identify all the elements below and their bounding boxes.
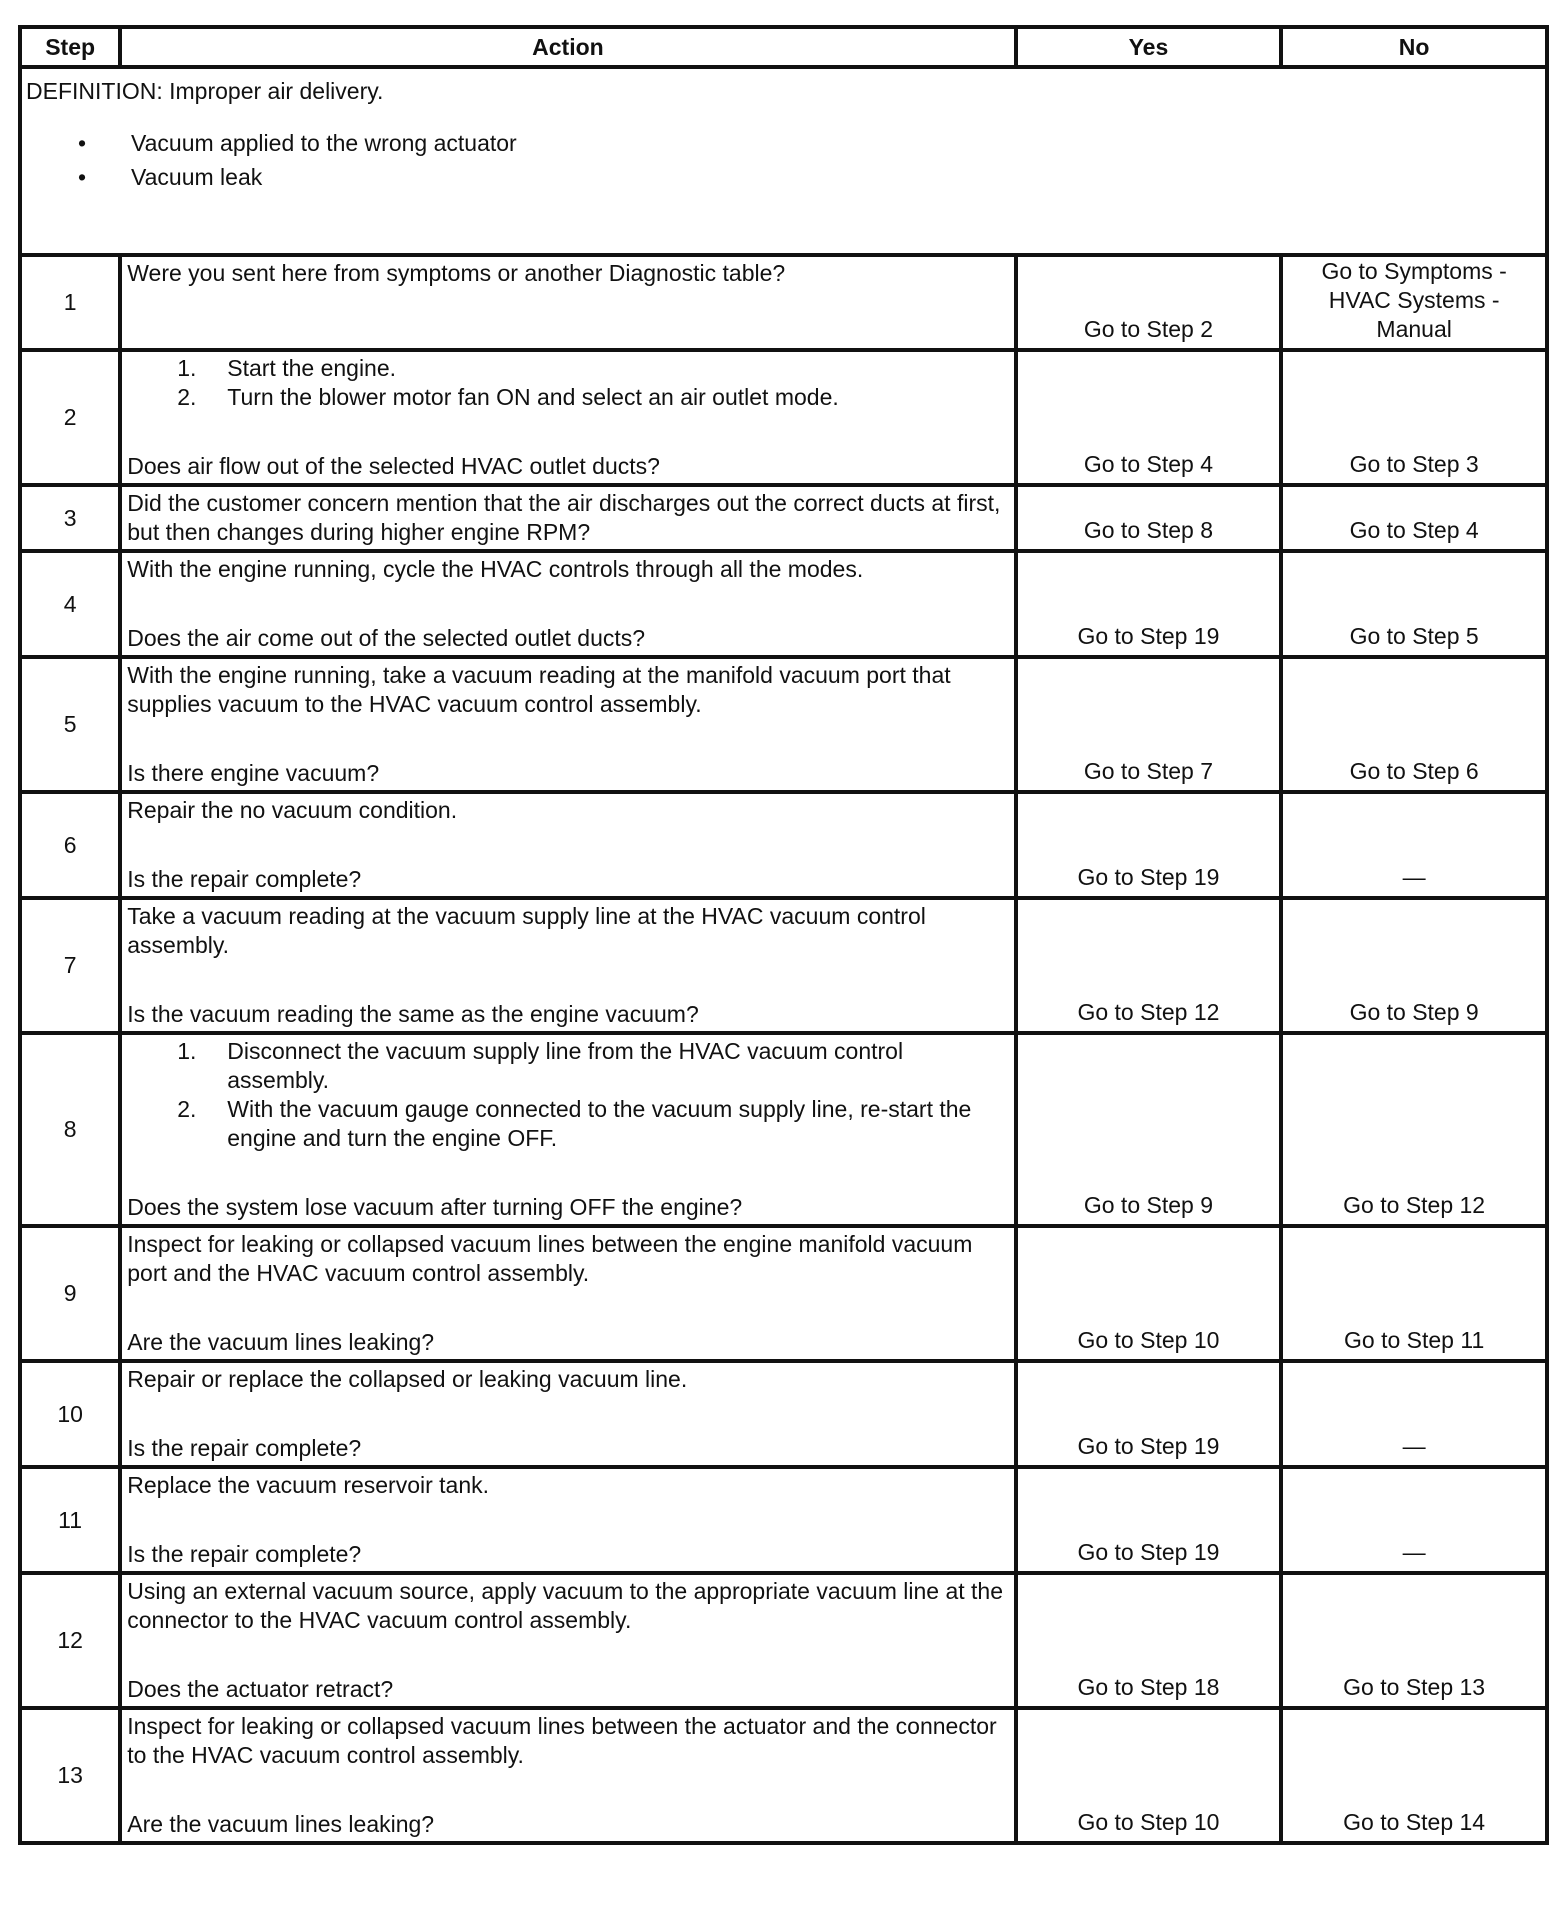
no-result: Go to Step 5 — [1281, 551, 1547, 657]
spacer — [127, 1500, 1009, 1540]
action-text: Take a vacuum reading at the vacuum supply line at the HVAC vacuum control assembly. — [127, 903, 926, 958]
header-row — [20, 27, 1547, 67]
no-result: Go to Step 9 — [1281, 898, 1547, 1033]
substep-text: Start the engine. — [227, 355, 397, 381]
table-row — [20, 1361, 1547, 1467]
step-number: 9 — [20, 1226, 120, 1361]
step-number: 11 — [20, 1467, 120, 1573]
action-text: Repair the no vacuum condition. — [127, 797, 458, 823]
spacer — [127, 584, 1009, 624]
no-result: — — [1281, 792, 1547, 898]
header-step: Step — [20, 27, 120, 67]
action-text: Inspect for leaking or collapsed vacuum lines between the actuator and the connector to the HVAC vacuum control assembly. — [127, 1713, 997, 1768]
bullet-icon: • — [78, 164, 87, 190]
table-row — [20, 551, 1547, 657]
action-text: Inspect for leaking or collapsed vacuum lines between the engine manifold vacuum port and the HVAC vacuum control assembly. — [127, 1231, 973, 1286]
action-text: With the engine running, take a vacuum reading at the manifold vacuum port that supplies vacuum to the HVAC vacuum control assembly. — [127, 662, 951, 717]
question-text: Does the air come out of the selected outlet ducts? — [127, 625, 646, 651]
question-text: Are the vacuum lines leaking? — [127, 1811, 435, 1837]
question-text: Does air flow out of the selected HVAC outlet ducts? — [127, 453, 660, 479]
spacer — [127, 412, 1009, 452]
definition-row — [20, 67, 1547, 255]
substep-number: 2. — [177, 384, 197, 410]
action-cell — [120, 1708, 1015, 1843]
table-row — [20, 1573, 1547, 1708]
yes-result: Go to Step 19 — [1016, 551, 1282, 657]
step-number: 5 — [20, 657, 120, 792]
no-result: Go to Step 6 — [1281, 657, 1547, 792]
no-result: Go to Symptoms - HVAC Systems - Manual — [1281, 255, 1547, 350]
action-cell — [120, 1573, 1015, 1708]
no-result: Go to Step 4 — [1281, 485, 1547, 551]
question-text: Are the vacuum lines leaking? — [127, 1329, 435, 1355]
table-row — [20, 1708, 1547, 1843]
yes-result: Go to Step 9 — [1016, 1033, 1282, 1226]
table-row — [20, 350, 1547, 485]
bullet-icon: • — [78, 130, 87, 156]
action-cell — [120, 792, 1015, 898]
definition-cell — [20, 67, 1547, 255]
action-text: Repair or replace the collapsed or leaking vacuum line. — [127, 1366, 688, 1392]
action-cell — [120, 255, 1015, 350]
action-text: With the engine running, cycle the HVAC controls through all the modes. — [127, 556, 864, 582]
yes-result: Go to Step 19 — [1016, 792, 1282, 898]
step-number: 8 — [20, 1033, 120, 1226]
substep-text: With the vacuum gauge connected to the vacuum supply line, re-start the engine and turn the engine OFF. — [227, 1096, 972, 1151]
definition-bullet-text: Vacuum leak — [131, 164, 263, 190]
spacer — [127, 1770, 1009, 1810]
diagnostic-table — [18, 25, 1549, 1845]
no-result: Go to Step 3 — [1281, 350, 1547, 485]
action-cell — [120, 898, 1015, 1033]
action-cell — [120, 551, 1015, 657]
header-yes: Yes — [1016, 27, 1282, 67]
table-row — [20, 1033, 1547, 1226]
question-text: Does the actuator retract? — [127, 1676, 394, 1702]
table-row — [20, 1467, 1547, 1573]
action-text: Using an external vacuum source, apply vacuum to the appropriate vacuum line at the connector to the HVAC vacuum control assembly. — [127, 1578, 1004, 1633]
spacer — [127, 1635, 1009, 1675]
substep-number: 1. — [177, 1038, 197, 1064]
question-text: Does the system lose vacuum after turning OFF the engine? — [127, 1194, 743, 1220]
step-number: 12 — [20, 1573, 120, 1708]
substep-text: Turn the blower motor fan ON and select an air outlet mode. — [227, 384, 839, 410]
action-cell — [120, 1226, 1015, 1361]
definition-list — [26, 129, 1541, 197]
action-cell — [120, 1033, 1015, 1226]
action-cell — [120, 485, 1015, 551]
substep-item — [127, 1037, 1009, 1095]
yes-result: Go to Step 7 — [1016, 657, 1282, 792]
substep-number: 2. — [177, 1096, 197, 1122]
step-number: 13 — [20, 1708, 120, 1843]
yes-result: Go to Step 10 — [1016, 1226, 1282, 1361]
substep-number: 1. — [177, 355, 197, 381]
substep-text: Disconnect the vacuum supply line from the HVAC vacuum control assembly. — [227, 1038, 904, 1093]
yes-result: Go to Step 4 — [1016, 350, 1282, 485]
action-cell — [120, 1467, 1015, 1573]
question-text: Is the repair complete? — [127, 1541, 362, 1567]
question-text: Is the vacuum reading the same as the engine vacuum? — [127, 1001, 699, 1027]
table-row — [20, 792, 1547, 898]
action-text: Replace the vacuum reservoir tank. — [127, 1472, 490, 1498]
yes-result: Go to Step 8 — [1016, 485, 1282, 551]
no-result: Go to Step 14 — [1281, 1708, 1547, 1843]
step-number: 10 — [20, 1361, 120, 1467]
step-number: 2 — [20, 350, 120, 485]
definition-text: DEFINITION: Improper air delivery. — [26, 78, 384, 104]
table-row — [20, 1226, 1547, 1361]
step-number: 3 — [20, 485, 120, 551]
step-number: 4 — [20, 551, 120, 657]
substep-item — [127, 383, 1009, 412]
spacer — [127, 1288, 1009, 1328]
no-result: Go to Step 12 — [1281, 1033, 1547, 1226]
spacer — [127, 1394, 1009, 1434]
yes-result: Go to Step 18 — [1016, 1573, 1282, 1708]
question-text: Is there engine vacuum? — [127, 760, 380, 786]
step-number: 1 — [20, 255, 120, 350]
spacer — [127, 960, 1009, 1000]
spacer — [127, 719, 1009, 759]
table-row — [20, 898, 1547, 1033]
table-row — [20, 485, 1547, 551]
action-cell — [120, 350, 1015, 485]
substep-list — [127, 1037, 1009, 1153]
action-cell — [120, 1361, 1015, 1467]
header-no: No — [1281, 27, 1547, 67]
definition-bullet-text: Vacuum applied to the wrong actuator — [131, 130, 517, 156]
header-action: Action — [120, 27, 1015, 67]
question-text: Is the repair complete? — [127, 1435, 362, 1461]
substep-item — [127, 1095, 1009, 1153]
yes-result: Go to Step 19 — [1016, 1467, 1282, 1573]
no-result: — — [1281, 1361, 1547, 1467]
spacer — [127, 1153, 1009, 1193]
yes-result: Go to Step 19 — [1016, 1361, 1282, 1467]
definition-bullet-item — [26, 129, 1541, 163]
substep-item — [127, 354, 1009, 383]
yes-result: Go to Step 10 — [1016, 1708, 1282, 1843]
no-result: Go to Step 11 — [1281, 1226, 1547, 1361]
yes-result: Go to Step 2 — [1016, 255, 1282, 350]
no-result: — — [1281, 1467, 1547, 1573]
step-number: 7 — [20, 898, 120, 1033]
step-number: 6 — [20, 792, 120, 898]
action-text: Did the customer concern mention that the air discharges out the correct ducts at first, but then changes during higher engine RPM? — [127, 490, 1001, 545]
yes-result: Go to Step 12 — [1016, 898, 1282, 1033]
action-text: Were you sent here from symptoms or another Diagnostic table? — [127, 260, 786, 286]
action-cell — [120, 657, 1015, 792]
no-result: Go to Step 13 — [1281, 1573, 1547, 1708]
spacer — [127, 825, 1009, 865]
substep-list — [127, 354, 1009, 412]
definition-bullet-item — [26, 163, 1541, 197]
question-text: Is the repair complete? — [127, 866, 362, 892]
table-row — [20, 255, 1547, 350]
table-row — [20, 657, 1547, 792]
